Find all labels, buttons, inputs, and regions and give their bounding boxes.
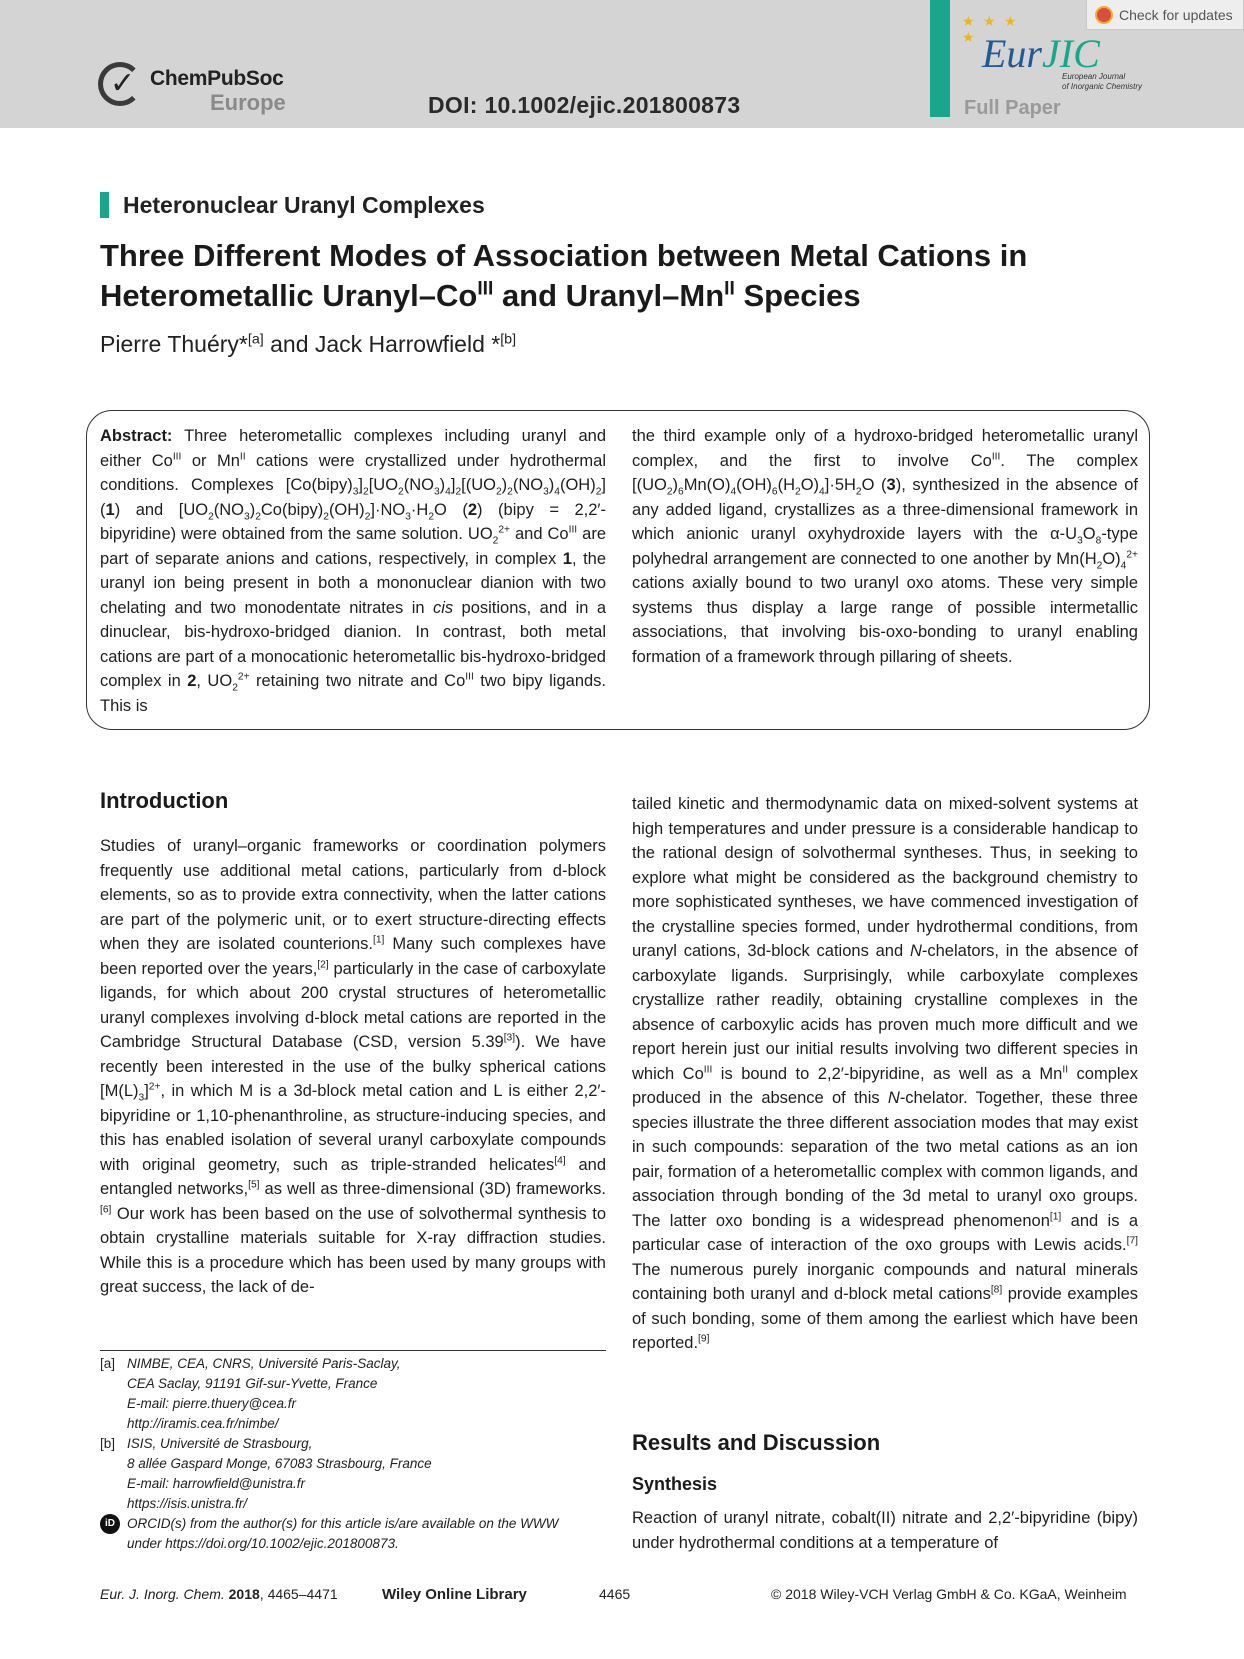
footnote-rule <box>100 1350 606 1351</box>
abstract-left <box>100 424 606 718</box>
footer-page-number: 4465 <box>599 1586 631 1602</box>
footnote-b-line: 8 allée Gaspard Monge, 67083 Strasbourg, France <box>127 1456 432 1471</box>
journal-logo-b: JIC <box>1042 31 1100 76</box>
journal-tagline-2: of Inorganic Chemistry <box>1062 82 1143 91</box>
stars-icon: ★ ★ ★ ★ <box>962 14 1019 46</box>
footnotes <box>100 1354 606 1554</box>
abstract-left-text: Abstract: Three heterometallic complexes including uranyl and either $Co^{III}$ or $Mn^{II}$ cations were crystallized under hydrothermal conditions. Complexes $[Co(bipy)_3]_2[UO_2(NO_3)_4]_2[(UO_2)_2(NO_3)_4(OH)_2]$ (1) and $[UO_2(NO_3)_2Co(bipy)_2(OH)_2]\cdot NO_3\cdot H_2O$ (2) (bipy = 2,2′-bipyridine) were obtained from the same solution. $UO_2^{2+}$ and $Co^{III}$ are part of separate anions and cations, respectively, in complex 1, the uranyl ion being present in both a mononuclear dianion with two chelating and two monodentate nitrates in cis positions, and in a dinuclear, bis-hydroxo-bridged dianion. In contrast, both metal cations are part of a monocationic heterometallic bis-hydroxo-bridged complex in 2, $UO_2^{2+}$ retaining two nitrate and $Co^{III}$ two bipy ligands. This is <box>100 427 607 715</box>
synthesis-text <box>632 1506 1138 1555</box>
publisher-sub: Europe <box>210 90 286 115</box>
footer-citation: Eur. J. Inorg. Chem. 2018, 4465–4471 <box>100 1586 338 1602</box>
crossmark-icon <box>1095 6 1113 24</box>
footnote-b-email[interactable]: E-mail: harrowfield@unistra.fr <box>127 1476 306 1491</box>
footnote-a-line: NIMBE, CEA, CNRS, Université Paris-Saclay, <box>127 1356 401 1371</box>
accent-bar <box>930 0 950 117</box>
results-heading: Results and Discussion <box>632 1430 881 1455</box>
section-marker <box>100 192 109 218</box>
footnote-a-line: CEA Saclay, 91191 Gif-sur-Yvette, France <box>127 1376 378 1391</box>
journal-logo-text <box>982 30 1100 77</box>
footnote-b-line: ISIS, Université de Strasbourg, <box>127 1436 313 1451</box>
footer-copyright: © 2018 Wiley-VCH Verlag GmbH & Co. KGaA, Weinheim <box>771 1586 1127 1602</box>
introduction-right-text: tailed kinetic and thermodynamic data on mixed-solvent systems at high temperatures and under pressure is a considerable handicap to the rational design of solvothermal syntheses. Thus, in seeking to explore what might be considered as the background chemistry to more sophisticated syntheses, we have commenced investigation of the crystalline species formed, under hydrothermal conditions, from uranyl cations, 3d-block cations and N-chelators, in the absence of carboxylate ligands. Surprisingly, while carboxylate complexes crystallize rather readily, obtaining crystalline complexes in the absence of carboxylic acids has proven much more difficult and we report herein just our initial results involving two different species in which $Co^{III}$ is bound to 2,2′-bipyridine, as well as a $Mn^{II}$ complex produced in the absence of this N-chelator. Together, these three species illustrate the three different association modes that may exist in such compounds: separation of the two metal cations as an ion pair, formation of a heterometallic complex with common ligands, and association through bonding of the 3d metal to uranyl oxo groups. The latter oxo bonding is a widespread phenomenon[1] and is a particular case of interaction of the oxo groups with Lewis acids.[7] The numerous purely inorganic compounds and natural minerals containing both uranyl and d-block metal cations[8] provide examples of such bonding, some of them among the earliest which have been reported.[9] <box>632 795 1139 1352</box>
footnote-a <box>100 1354 606 1434</box>
section-label <box>100 190 485 220</box>
journal-logo-a: Eur <box>982 31 1042 76</box>
orcid-link[interactable]: under https://doi.org/10.1002/ejic.201800873. <box>127 1536 399 1551</box>
section-label-text: Heteronuclear Uranyl Complexes <box>123 191 485 218</box>
synthesis-paragraph: Reaction of uranyl nitrate, cobalt(II) nitrate and 2,2′-bipyridine (bipy) under hydrothermal conditions at a temperature of <box>632 1509 1138 1552</box>
footnote-a-key: [a] <box>100 1356 116 1371</box>
footer-library[interactable]: Wiley Online Library <box>382 1586 527 1603</box>
publisher-name: ChemPubSoc <box>150 67 284 90</box>
orcid-line: ORCID(s) from the author(s) for this article is/are available on the WWW <box>127 1516 559 1531</box>
journal-tagline-1: European Journal <box>1062 72 1126 81</box>
check-updates-label: Check for updates <box>1119 6 1233 23</box>
abstract-right-text: the third example only of a hydroxo-bridged heterometallic uranyl complex, and the first to involve $Co^{III}$. The complex $[(UO_2)_6Mn(O)_4(OH)_6(H_2O)_4]\cdot 5H_2O$ (3), synthesized in the absence of any added ligand, crystallizes as a three-dimensional framework in which anionic uranyl oxyhydroxide layers with the $\alpha-U_3O_8$-type polyhedral arrangement are connected to one another by $Mn(H_2O)_4^{2+}$ cations axially bound to two uranyl oxo atoms. These very simple systems thus display a large range of possible intermetallic associations, that involving bis-oxo-bonding to uranyl enabling formation of a framework through pillaring of sheets. <box>632 427 1139 666</box>
journal-header <box>0 0 1244 128</box>
introduction-right <box>632 792 1138 1356</box>
article-title: Three Different Modes of Association between Metal Cations in Heterometallic Uranyl–$Co^{III}$ and Uranyl–$Mn^{II}$ Species <box>100 238 1028 313</box>
orcid-icon[interactable]: iD <box>100 1514 120 1534</box>
footnote-b-key: [b] <box>100 1436 116 1451</box>
check-for-updates-button[interactable] <box>1086 0 1244 30</box>
footnote-b-url[interactable]: https://isis.unistra.fr/ <box>127 1496 248 1511</box>
introduction-heading: Introduction <box>100 788 229 813</box>
logo-check-icon: ✓ <box>110 66 136 101</box>
footnote-b <box>100 1434 606 1514</box>
footnote-orcid <box>100 1514 606 1554</box>
footnote-a-url[interactable]: http://iramis.cea.fr/nimbe/ <box>127 1416 279 1431</box>
doi-label[interactable]: DOI: 10.1002/ejic.201800873 <box>428 92 741 118</box>
synthesis-heading: Synthesis <box>632 1474 718 1494</box>
abstract-right <box>632 424 1138 669</box>
authors: Pierre Thuéry*[a] and Jack Harrowfield *[b] <box>100 331 517 357</box>
footnote-a-email[interactable]: E-mail: pierre.thuery@cea.fr <box>127 1396 297 1411</box>
article-type: Full Paper <box>964 97 1061 119</box>
introduction-left <box>100 834 606 1300</box>
introduction-left-text: Studies of uranyl–organic frameworks or coordination polymers frequently use additional metal cations, particularly from d-block elements, so as to provide extra connectivity, when the latter cations are part of the polymeric unit, or to exert structure-directing effects when they are isolated counterions.[1] Many such complexes have been reported over the years,[2] particularly in the case of carboxylate ligands, for which about 200 crystal structures of heterometallic uranyl complexes involving d-block metal cations are reported in the Cambridge Structural Database (CSD, version 5.39[3]). We have recently been interested in the use of the bulky spherical cations $[M(L)_3]^{2+}$, in which M is a 3d-block metal cation and L is either 2,2′-bipyridine or 1,10-phenanthroline, as structure-inducing species, and this has enabled isolation of several uranyl carboxylate compounds with original geometry, such as triple-stranded helicates[4] and entangled networks,[5] as well as three-dimensional (3D) frameworks.[6] Our work has been based on the use of solvothermal synthesis to obtain crystalline materials suitable for X-ray diffraction studies. While this is a procedure which has been used by many groups with great success, the lack of de- <box>100 837 607 1296</box>
